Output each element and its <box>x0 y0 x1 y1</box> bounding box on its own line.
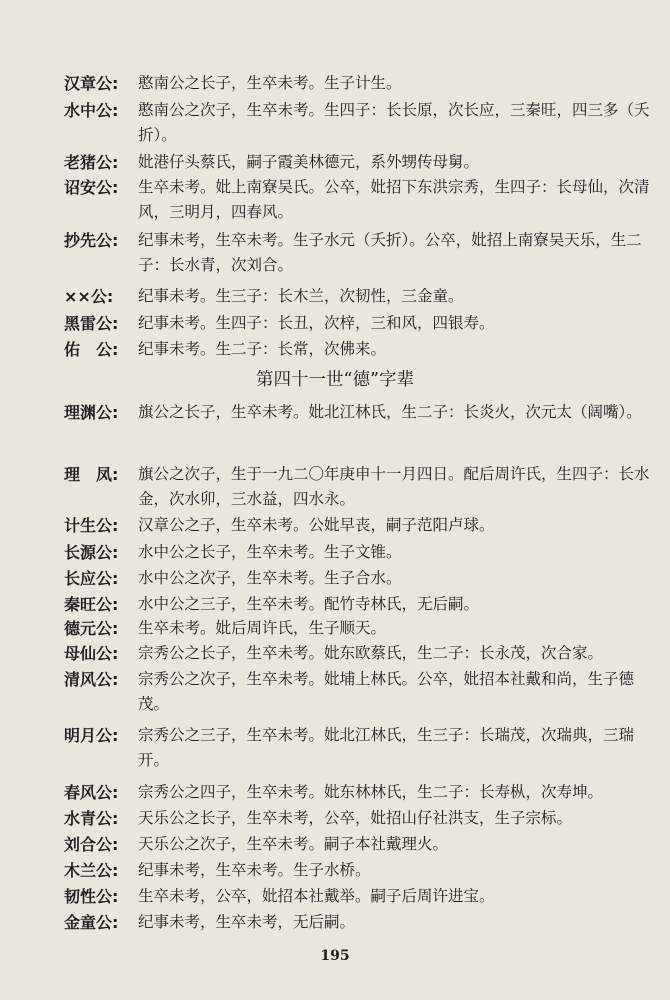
genealogy-entry <box>64 641 654 666</box>
entry-name: 理渊公: <box>64 403 119 422</box>
entry-text: 生卒未考，公卒，妣招本社戴举。嗣子后周许进宝。 <box>138 887 495 905</box>
entry-text: 纪事未考。生二子：长常，次佛来。 <box>138 340 387 358</box>
entry-name: 韧性公: <box>64 887 119 906</box>
entry-name: 佑 公: <box>64 340 119 359</box>
genealogy-entry <box>64 71 654 96</box>
entry-text: 水中公之长子，生卒未考。生子文锥。 <box>138 543 402 561</box>
entry-name: 长应公: <box>64 569 119 588</box>
entry-name: 老猪公: <box>64 153 119 172</box>
entry-text: 旗公之次子，生于一九二〇年庚申十一月四日。配后周许氏，生四子：长水金，次水卯，三水益，四水永。 <box>138 465 650 508</box>
entry-name: 清风公: <box>64 670 119 689</box>
entry-name: 刘合公: <box>64 835 119 854</box>
genealogy-entry <box>64 150 654 175</box>
entry-name: 明月公: <box>64 726 119 745</box>
entry-text: 纪事未考，生卒未考。生子水元（夭折）。公卒，妣招上南寮吴天乐，生二子：长水青，次刘合。 <box>138 231 642 274</box>
genealogy-entry <box>64 566 654 591</box>
entry-name: 汉章公: <box>64 74 119 93</box>
entry-text: 宗秀公之次子，生卒未考。妣埔上林氏。公卒，妣招本社戴和尚，生子德茂。 <box>138 670 635 713</box>
entry-name: 黑雷公: <box>64 314 119 333</box>
genealogy-entry <box>64 616 654 641</box>
genealogy-entry <box>64 806 654 831</box>
entry-text: 妣港仔头蔡氏，嗣子霞美林德元，系外甥传母舅。 <box>138 153 480 171</box>
genealogy-entry <box>64 832 654 857</box>
entry-name: ××公: <box>64 287 114 306</box>
entry-name: 诏安公: <box>64 178 119 197</box>
entry-text: 宗秀公之四子，生卒未考。妣东林林氏，生二子：长寿枞，次寿坤。 <box>138 783 604 801</box>
genealogy-entry <box>64 228 654 278</box>
entry-name: 春风公: <box>64 783 119 802</box>
entry-text: 宗秀公之长子，生卒未考。妣东欧蔡氏，生二子：长永茂，次合家。 <box>138 644 604 662</box>
entry-text: 纪事未考。生三子：长木兰，次韧性，三金童。 <box>138 287 464 305</box>
entry-text: 天乐公之长子，生卒未考，公卒，妣招山仔社洪支，生子宗标。 <box>138 809 573 827</box>
entry-text: 纪事未考，生卒未考，无后嗣。 <box>138 913 356 931</box>
genealogy-entry <box>64 667 654 717</box>
entry-name: 德元公: <box>64 619 119 638</box>
genealogy-entry <box>64 858 654 883</box>
entry-text: 纪事未考。生四子：长丑，次梓，三和风，四银寿。 <box>138 314 495 332</box>
entry-name: 长源公: <box>64 543 119 562</box>
section-heading: 第四十一世“德”字辈 <box>256 370 414 390</box>
entry-name: 计生公: <box>64 516 119 535</box>
genealogy-entry <box>64 513 654 538</box>
entry-name: 木兰公: <box>64 861 119 880</box>
genealogy-entry <box>64 98 654 148</box>
genealogy-entry <box>64 284 654 309</box>
entry-text: 憨南公之次子，生卒未考。生四子：长长原，次长应，三秦旺，四三多（夭折）。 <box>138 101 650 144</box>
entry-name: 理 凤: <box>64 465 119 484</box>
entry-text: 生卒未考。妣上南寮吴氏。公卒，妣招下东洪宗秀，生四子：长母仙，次清风，三明月，四春风。 <box>138 178 650 221</box>
genealogy-entry <box>64 311 654 336</box>
genealogy-entry <box>64 337 654 362</box>
entry-text: 天乐公之次子，生卒未考。嗣子本社戴理火。 <box>138 835 449 853</box>
page-number: 195 <box>320 948 350 964</box>
entry-name: 母仙公: <box>64 644 119 663</box>
entry-name: 水中公: <box>64 101 119 120</box>
genealogy-entry <box>64 910 654 935</box>
genealogy-entry <box>64 780 654 805</box>
genealogy-entry <box>64 175 654 225</box>
genealogy-entry <box>64 400 654 425</box>
genealogy-entry <box>64 723 654 773</box>
entry-name: 抄先公: <box>64 231 119 250</box>
genealogy-entry <box>64 462 654 512</box>
entry-text: 纪事未考，生卒未考。生子水桥。 <box>138 861 371 879</box>
entry-text: 憨南公之长子，生卒未考。生子计生。 <box>138 74 402 92</box>
entry-text: 旗公之长子，生卒未考。妣北江林氏，生二子：长炎火，次元太（阔嘴）。 <box>138 403 642 421</box>
entry-text: 生卒未考。妣后周许氏，生子顺天。 <box>138 619 387 637</box>
entry-text: 汉章公之子，生卒未考。公妣早丧，嗣子范阳卢球。 <box>138 516 495 534</box>
entry-text: 水中公之三子，生卒未考。配竹寺林氏，无后嗣。 <box>138 595 480 613</box>
entry-name: 水青公: <box>64 809 119 828</box>
genealogy-entry <box>64 592 654 617</box>
entry-text: 水中公之次子，生卒未考。生子合水。 <box>138 569 402 587</box>
entry-name: 秦旺公: <box>64 595 119 614</box>
genealogy-entry <box>64 884 654 909</box>
entry-text: 宗秀公之三子，生卒未考。妣北江林氏，生三子：长瑞茂，次瑞典，三瑞开。 <box>138 726 635 769</box>
genealogy-entry <box>64 540 654 565</box>
entry-name: 金童公: <box>64 913 119 932</box>
